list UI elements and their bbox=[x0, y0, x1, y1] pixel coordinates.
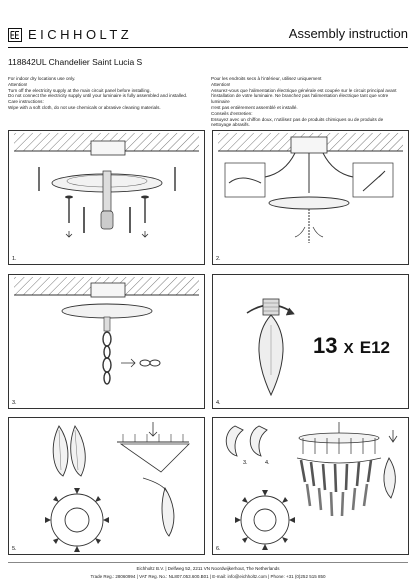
leaf-pendants-illustration bbox=[9, 418, 204, 554]
step-5-panel bbox=[8, 417, 205, 555]
note-indoor: Pour les endroits secs à l'intérieur, utilisez uniquement bbox=[211, 76, 322, 81]
step-6-panel bbox=[212, 417, 409, 555]
attention-line: l'installation de votre luminaire. Ne branchez pas l'alimentation électrique tant que votre luminaire bbox=[211, 93, 389, 105]
ceiling-plate-mount-illustration bbox=[9, 131, 204, 264]
bulb-count: 13 bbox=[313, 333, 338, 358]
step-number: 4. bbox=[216, 400, 221, 406]
step-number: 2. bbox=[216, 256, 221, 262]
bulb-spec bbox=[313, 333, 390, 359]
attention-title: Attention! bbox=[211, 81, 231, 87]
notes-english bbox=[8, 76, 198, 111]
care-title: Conseils d'entretien: bbox=[211, 110, 253, 116]
step-number: 3. bbox=[12, 400, 17, 406]
page-title: Assembly instruction bbox=[288, 26, 408, 41]
attention-title: Attention! bbox=[8, 81, 28, 87]
footer-divider bbox=[8, 562, 408, 563]
care-line: Wipe with a soft cloth, do not use chemicals or abrasive cleaning materials. bbox=[8, 104, 161, 110]
wiring-connection-illustration bbox=[213, 131, 408, 264]
part-label: 4. bbox=[265, 460, 270, 466]
step-number: 5. bbox=[12, 546, 17, 552]
care-title: Care instructions: bbox=[8, 99, 44, 105]
step-3-panel bbox=[8, 274, 205, 409]
attention-line: n'est pas entièrement assemblé et installé. bbox=[211, 104, 298, 110]
attention-line: Do not connect the electricity supply until your luminaire is fully assembled and installed. bbox=[8, 93, 188, 99]
step-number: 6. bbox=[216, 546, 221, 552]
part-label: 3. bbox=[243, 460, 248, 466]
product-name: 118842UL Chandelier Saint Lucia S bbox=[8, 57, 143, 67]
header-divider bbox=[8, 47, 408, 48]
footer-registration: Trade Reg.: 28060994 | VAT Reg. No.: NL807.053.600.B01 | E-mail: info@eichholtz.com | Phone: +31 (0)252 515 850 bbox=[90, 574, 326, 579]
step-2-panel bbox=[212, 130, 409, 265]
attention-line: Turn off the electricity supply at the main circuit panel before installing. bbox=[8, 87, 151, 93]
attention-line: Assurez-vous que l'alimentation électrique générale est coupée sur le circuit principal avant bbox=[211, 87, 397, 93]
notes-french bbox=[211, 76, 401, 128]
bulb-socket: E12 bbox=[359, 338, 390, 357]
care-line: nettoyage abrasifs. bbox=[211, 122, 250, 128]
chain-hook-illustration bbox=[9, 275, 204, 408]
step-4-panel bbox=[212, 274, 409, 409]
care-line: Essuyez avec un chiffon doux, n'utilisez pas de produits chimiques ou de produits de bbox=[211, 116, 384, 122]
step-1-panel bbox=[8, 130, 205, 265]
note-indoor: For indoor dry locations use only. bbox=[8, 76, 76, 81]
footer-address: Eichholtz B.V. | Delfweg 52, 2211 VN Noordwijkerhout, The Netherlands bbox=[136, 566, 280, 571]
step-number: 1. bbox=[12, 256, 17, 262]
brand-logo-icon bbox=[8, 28, 22, 42]
bulb-times: X bbox=[343, 340, 354, 357]
final-assembly-illustration bbox=[213, 418, 408, 554]
brand-name: EICHHOLTZ bbox=[28, 27, 133, 42]
